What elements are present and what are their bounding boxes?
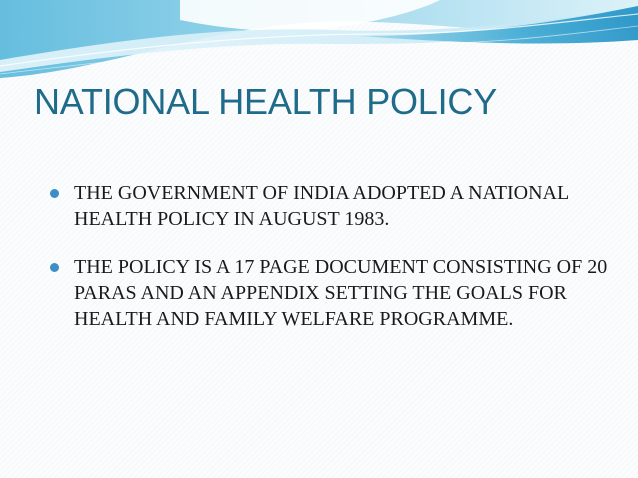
bullet-text: THE POLICY IS A 17 PAGE DOCUMENT CONSISTING OF 20 PARAS AND AN APPENDIX SETTING THE GOALS FOR HEALTH AND FAMILY WELFARE PROGRAMME. xyxy=(74,256,608,330)
bullet-text: THE GOVERNMENT OF INDIA ADOPTED A NATIONAL HEALTH POLICY IN AUGUST 1983. xyxy=(74,182,569,230)
header-wave-decoration xyxy=(0,0,638,80)
bullet-icon xyxy=(50,189,59,198)
bullet-list xyxy=(50,180,610,354)
bullet-item xyxy=(50,254,610,332)
bullet-icon xyxy=(50,263,59,272)
bullet-item xyxy=(50,180,610,232)
slide-title: NATIONAL HEALTH POLICY xyxy=(34,81,498,122)
